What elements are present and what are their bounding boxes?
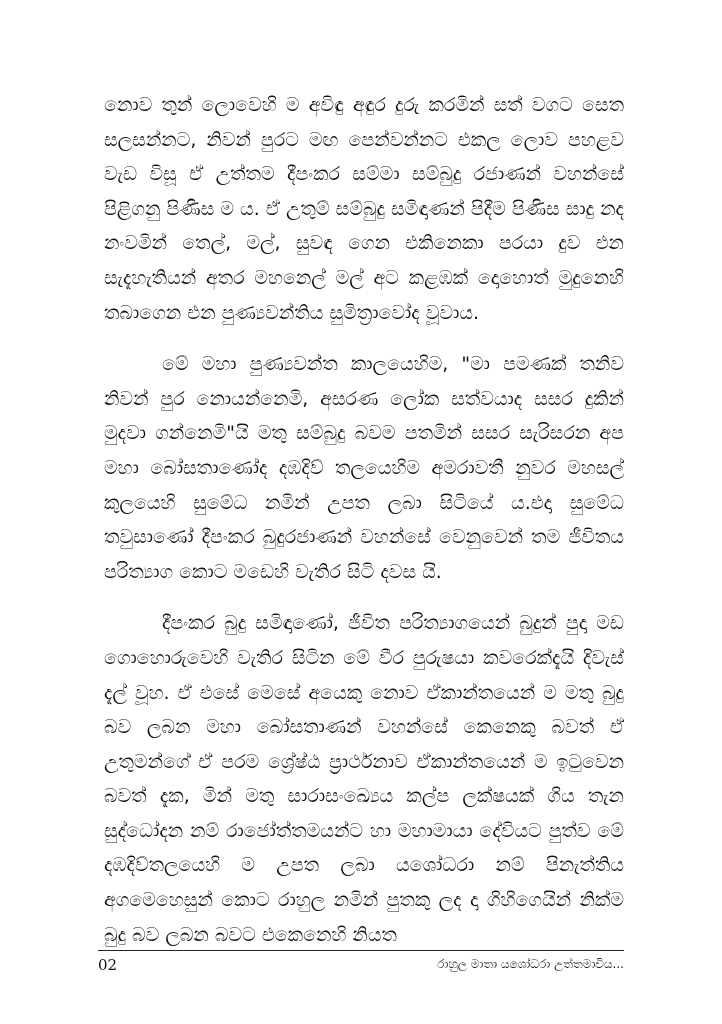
- page-number: 02: [98, 956, 118, 974]
- paragraph-1: නොව තුන් ලොවෙහි ම අවිඳු අඳුර දුරු කරමින් සත් වගට සෙත සලසන්නට, නිවන් පුරට මඟ පෙන්වන්නට එකල ලොව පහළව වැඩ විසූ ඒ උත්තම දීපංකර සම්මා සම්බුදු රජාණන් වහන්සේ පිළිගනු පිණිස ම ය. ඒ උතුම් සම්බුදු සමිඳාණන් පිදීම පිණිස සාදු නද නංවමින් තෙල්, මල්, සුවඳ ගෙන එකිනෙකා පරයා දුව එන සැදැහැතියන් අතර මහනෙල් මල් අට කළඹක් දොහොත් මුදුනෙහි තබාගෙන එන පුණ්‍යවන්තිය සුමිත්‍රාවෝද වූවාය.: [104, 94, 624, 324]
- paragraph-3: දීපංකර බුදු සමිඳාණෝ, ජීවිත පරිත්‍යාගයෙන් බුදුන් පුදා මඩ ගොහොරුවෙහි වැතිර සිටින මේ වීර පුරුෂයා කවරෙක්දැයි දිවැස් දැල් වූහ. ඒ එසේ මෙසේ අයෙකු නොව ඒකාන්තයෙන් ම මතු බුදු බව ලබන මහා බෝසතාණන් වහන්සේ කෙනෙකු බවත් ඒ උතුමන්ගේ ඒ පරම ශ්‍රේෂ්ඨ ප්‍රාර්ථනාව ඒකාන්තයෙන් ම ඉටුවෙන බවත් දැක, මින් මතු සාරාසංඛ්‍යෙය කල්ප ලක්ෂයක් ගිය තැන සුද්ධෝදන නම් රාජෝත්තමයන්ට හා මහාමායා දේවියට පුත්ව මේ දඹදිව්තලයෙහි ම උපත ලබා යශෝධරා නම් පිනැත්තිය අගමෙහෙසුන් කොට රාහුල නමින් පුතකු ලද දා ගිහිගෙයින් නික්ම බුදු බව ලබන බවට එකෙනෙහි නියත: [104, 612, 624, 946]
- paragraph-2: මේ මහා පුණ්‍යවන්ත කාලයෙහිම, "මා පමණක් තනිව නිවන් පුර නොයන්නෙමි, අසරණ ලෝක සත්වයාද සසර දුකින් මුදවා ගන්නෙමි"යි මතු සම්බුදු බවම පතමින් සසර සැරිසරන අප මහා බෝසතාණෝද දඹදිව් තලයෙහිම අමරාවතී නුවර මහසල් කුලයෙහි සුමේධ නමින් උපත ලබා සිටියේ ය.එදා සුමේධ තවුසාණෝ දීපංකර බුදුරජාණන් වහන්සේ වෙනුවෙන් තම ජීවිතය පරිත්‍යාග කොට මඩෙහි වැතිර සිටි දවස යි.: [104, 353, 624, 583]
- footer-rule: [98, 950, 624, 951]
- body-text: [104, 88, 624, 952]
- running-title: රාහුල මාතා යශෝධරා උත්තමාවිය...: [437, 957, 624, 971]
